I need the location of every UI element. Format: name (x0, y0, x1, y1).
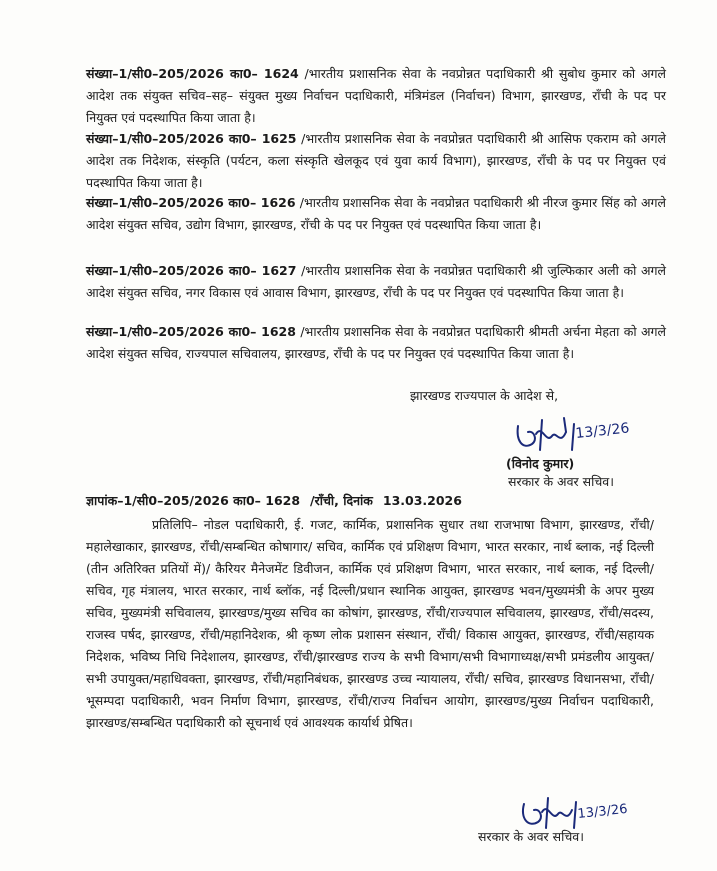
order-text: /भारतीय प्रशासनिक सेवा के नवप्रोन्नत पदाधिकारी श्री जुल्फिकार अली को अगले आदेश संयुक्त सचिव, नगर विकास एवं आवास विभाग, झारखण्ड, राँची के पद पर नियुक्त एवं पदस्थापित किया जाता है। (86, 263, 667, 300)
order-text: /भारतीय प्रशासनिक सेवा के नवप्रोन्नत पदाधिकारी श्री सुबोध कुमार को अगले आदेश तक संयुक्त सचिव–सह– संयुक्त मुख्य निर्वाचन पदाधिकारी, मंत्रिमंडल (निर्वाचन) विभाग, झारखण्ड, राँची के पद पर नियुक्त एवं पदस्थापित किया जाता है। (86, 66, 667, 125)
memo-line (86, 492, 462, 509)
order-text: /भारतीय प्रशासनिक सेवा के नवप्रोन्नत पदाधिकारी श्री नीरज कुमार सिंह को अगले आदेश संयुक्त सचिव, उद्योग विभाग, झारखण्ड, राँची के पद पर नियुक्त एवं पदस्थापित किया जाता है। (86, 195, 667, 232)
order-paragraph (86, 260, 666, 304)
order-paragraph (86, 63, 666, 129)
memo-place: /राँची, दिनांक (310, 493, 373, 508)
memo-date: 13.03.2026 (382, 493, 462, 508)
signatory-designation: सरकार के अवर सचिव। (478, 829, 584, 844)
signature-image (512, 410, 642, 458)
order-paragraph (86, 321, 666, 365)
signature-date: 13/3/26 (574, 420, 631, 442)
order-number: संख्या–1/सी0–205/2026 का0– 1628 (86, 324, 296, 339)
order-number: संख्या–1/सी0–205/2026 का0– 1625 (86, 131, 297, 146)
authority-line: झारखण्ड राज्यपाल के आदेश से, (410, 388, 559, 403)
copy-distribution-text: प्रतिलिपि– नोडल पदाधिकारी, ई. गजट, कार्मिक, प्रशासनिक सुधार तथा राजभाषा विभाग, झारखण्ड, राँची/महालेखाकार, झारखण्ड, राँची/सम्बन्धित कोषागार/ सचिव, कार्मिक एवं प्रशिक्षण विभाग, भारत सरकार, नार्थ ब्लाक, नई दिल्ली (तीन अतिरिक्त प्रतियों में)/ कैरियर मैनेजमेंट डिवीजन, कार्मिक एवं प्रशिक्षण विभाग, भारत सरकार, नार्थ ब्लाक, नई दिल्ली/सचिव, गृह मंत्रालय, भारत सरकार, नार्थ ब्लॉक, नई दिल्ली/प्रधान स्थानिक आयुक्त, झारखण्ड भवन/मुख्यमंत्री के अपर मुख्य सचिव, मुख्यमंत्री सचिवालय, झारखण्ड/मुख्य सचिव का कोषांग, झारखण्ड, राँची/राज्यपाल सचिवालय, झारखण्ड, राँची/सदस्य, राजस्व पर्षद, झारखण्ड, राँची/महानिदेशक, श्री कृष्ण लोक प्रशासन संस्थान, राँची/ विकास आयुक्त, झारखण्ड, राँची/सहायक निदेशक, भविष्य निधि निदेशालय, झारखण्ड, राँची/झारखण्ड राज्य के सभी विभाग/सभी विभागाध्यक्ष/सभी प्रमंडलीय आयुक्त/सभी उपायुक्त/महाधिवक्ता, झारखण्ड, राँची/महानिबंधक, झारखण्ड उच्च न्यायालय, राँची/ सचिव, झारखण्ड विधानसभा, राँची/ भूसम्पदा पदाधिकारी, भवन निर्माण विभाग, झारखण्ड, राँची/राज्य निर्वाचन आयोग, झारखण्ड/मुख्य निर्वाचन पदाधिकारी, झारखण्ड/सम्बन्धित पदाधिकारी को सूचनार्थ एवं आवश्यक कार्यार्थ प्रेषित। (86, 517, 654, 730)
signature-date: 13/3/26 (576, 801, 629, 822)
order-text: /भारतीय प्रशासनिक सेवा के नवप्रोन्नत पदाधिकारी श्रीमती अर्चना मेहता को अगले आदेश संयुक्त सचिव, राज्यपाल सचिवालय, झारखण्ड, राँची के पद पर नियुक्त एवं पदस्थापित किया जाता है। (86, 324, 667, 361)
signatory-name: (विनोद कुमार) (506, 456, 575, 471)
order-number: संख्या–1/सी0–205/2026 का0– 1626 (86, 195, 296, 210)
order-number: संख्या–1/सी0–205/2026 का0– 1627 (86, 263, 297, 278)
order-text: /भारतीय प्रशासनिक सेवा के नवप्रोन्नत पदाधिकारी श्री आसिफ एकराम को अगले आदेश तक निदेशक, संस्कृति (पर्यटन, कला संस्कृति खेलकूद एवं युवा कार्य विभाग), झारखण्ड, राँची के पद पर नियुक्त एवं पदस्थापित किया जाता है। (86, 131, 666, 190)
memo-number: ज्ञापांक–1/सी0–205/2026 का0– 1628 (86, 493, 301, 508)
order-number: संख्या–1/सी0–205/2026 का0– 1624 (86, 66, 299, 81)
signatory-designation: सरकार के अवर सचिव। (508, 474, 614, 489)
order-paragraph (86, 128, 666, 194)
order-paragraph (86, 192, 666, 236)
